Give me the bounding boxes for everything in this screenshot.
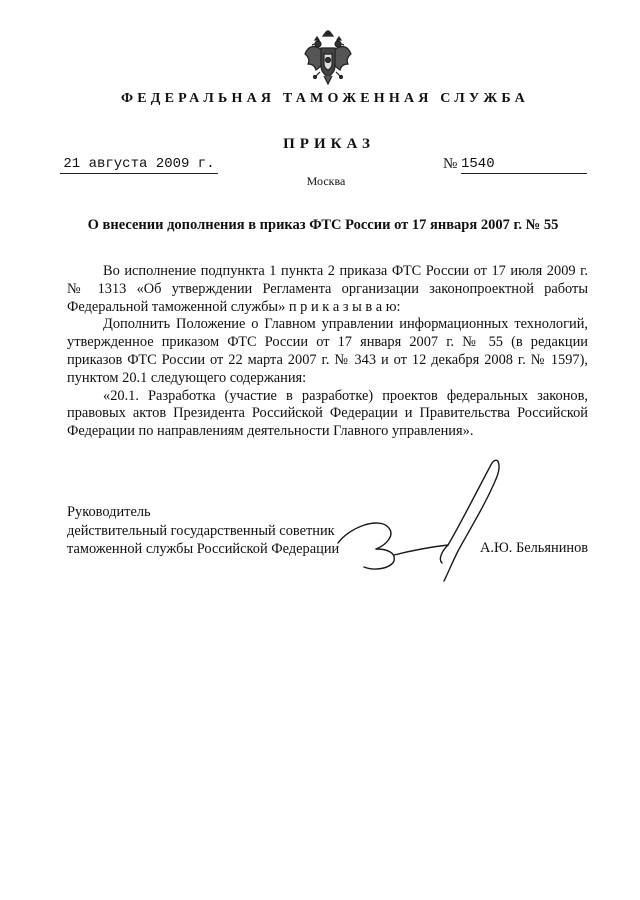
order-number-field <box>443 156 587 173</box>
order-number: 1540 <box>461 156 587 174</box>
position-line: действительный государственный советник <box>67 522 335 539</box>
position-line: таможенной службы Российской Федерации <box>67 541 340 557</box>
handwritten-signature <box>330 455 510 585</box>
number-sign: № <box>443 156 458 172</box>
body-paragraph: Во исполнение подпункта 1 пункта 2 приказа ФТС России от 17 июля 2009 г. № 1313 «Об утверждении Регламента организации законопроектной работы Федеральной таможенной службы» п р и к а з ы в а ю: <box>67 263 588 315</box>
city: Москва <box>306 174 346 188</box>
order-date: 21 августа 2009 г. <box>60 156 218 174</box>
signer-name: А.Ю. Бельянинов <box>480 540 589 556</box>
position-line: Руководитель <box>67 504 151 520</box>
body-paragraph: Дополнить Положение о Главном управлении информационных технологий, утвержденное приказом ФТС России от 17 января 2007 г. № 55 (в редакции приказов ФТС России от 22 марта 2007 г. № 343 и от 12 декабря 2008 г. № 1597), пунктом 20.1 следующего содержания: <box>67 316 588 386</box>
signer-position <box>67 503 339 559</box>
body-paragraph: «20.1. Разработка (участие в разработке) проектов федеральных законов, правовых актов Президента Российской Федерации и Правительства Российской Федерации по направлениям деятельности Главного управления». <box>67 387 588 440</box>
document-body <box>67 263 588 441</box>
coat-of-arms-icon <box>302 30 354 86</box>
document-type: ПРИКАЗ <box>283 136 375 152</box>
document-title: О внесении дополнения в приказ ФТС России от 17 января 2007 г. № 55 <box>87 217 559 233</box>
agency-name: ФЕДЕРАЛЬНАЯ ТАМОЖЕННАЯ СЛУЖБА <box>121 91 529 106</box>
